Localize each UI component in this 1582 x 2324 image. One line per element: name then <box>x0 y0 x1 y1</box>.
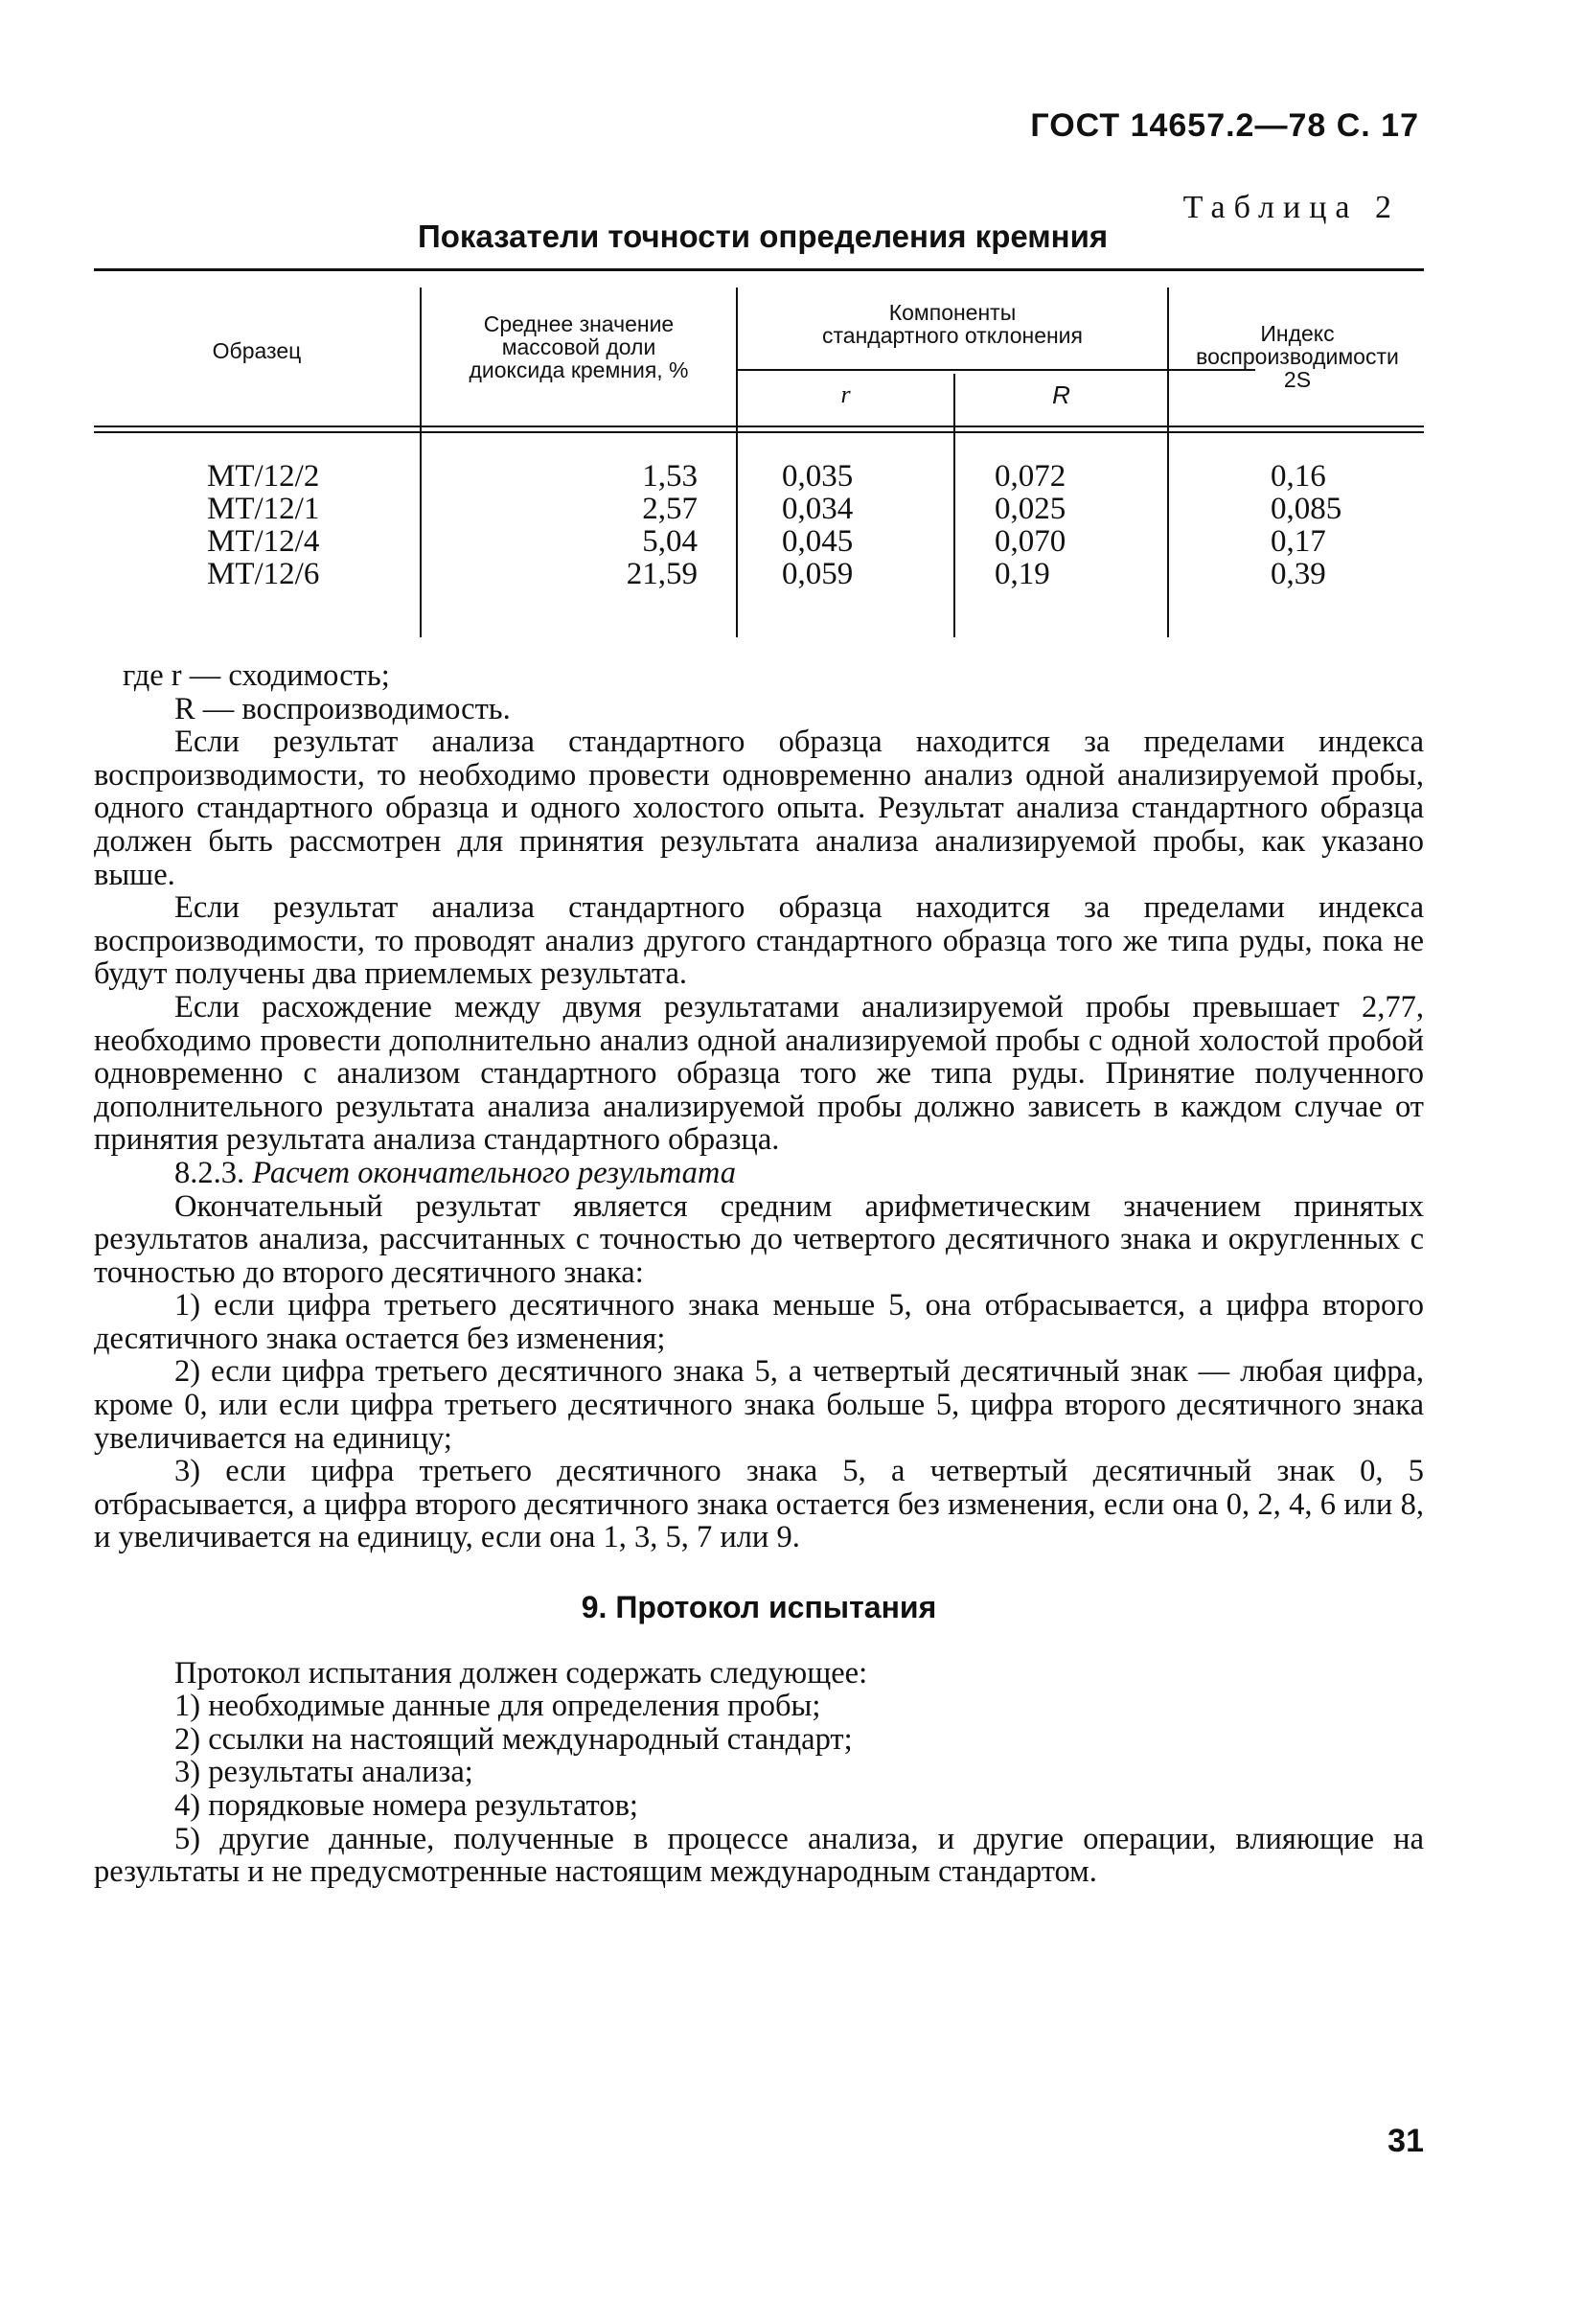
legend-r: где r — сходимость; <box>123 658 390 693</box>
cell-r-values: 0,035 0,034 0,045 0,059 <box>782 459 854 591</box>
protocol-item-5: 5) другие данные, полученные в процессе анализа, и другие операции, влияющие на результаты и не предусмотренные настоящим международным стандартом. <box>94 1821 1424 1890</box>
protocol-item-2: 2) ссылки на настоящий международный стандарт; <box>174 1721 853 1757</box>
legend-R: R — воспроизводимость. <box>174 691 511 726</box>
subsection-title: Расчет окончательного результата <box>252 1155 737 1190</box>
cell-index-values: 0,16 0,085 0,17 0,39 <box>1271 459 1342 591</box>
protocol-item-4: 4) порядковые номера результатов; <box>174 1788 638 1823</box>
header-r: r <box>840 380 851 408</box>
paragraph-3: Если расхождение между двумя результатами анализируемой пробы превышает 2,77, необходимо провести дополнительно анализ одной анализируемой пробы с одной холостой пробой одновременно с анализом стандартного образца того же типа руды. Принятие полученного дополнительного результата анализа анализируемой пробы должно зависеть в каждом случае от принятия результата анализа стандартного образца. <box>94 989 1424 1158</box>
subsection-number: 8.2.3. <box>174 1155 245 1190</box>
cell-means: 1,53 2,57 5,04 21,59 <box>626 459 698 591</box>
header-bottom-rule <box>94 426 1424 427</box>
header-mean: Среднее значение массовой доли диоксида кремния, % <box>469 311 689 382</box>
header-sample: Образец <box>212 338 302 363</box>
rounding-rule-3: 3) если цифра третьего десятичного знака 5, а четвертый десятичный знак 0, 5 отбрасывается, а цифра второго десятичного знака остается без изменения, если она 0, 2, 4, 6 или 8, и увеличивается на единицу, если она 1, 3, 5, 7 или 9. <box>94 1454 1424 1555</box>
table-label: Таблица 2 <box>1182 190 1400 225</box>
precision-table <box>94 268 1424 637</box>
cell-samples: МТ/12/2 МТ/12/1 МТ/12/4 МТ/12/6 <box>207 459 320 591</box>
table-title: Показатели точности определения кремния <box>418 219 1109 254</box>
header-index: Индекс воспроизводимости 2S <box>1196 321 1399 392</box>
page-header: ГОСТ 14657.2—78 С. 17 <box>1030 107 1419 144</box>
section-9-heading: 9. Протокол испытания <box>581 1590 937 1625</box>
paragraph-2: Если результат анализа стандартного образца находится за пределами индекса воспроизводимости, то проводят анализ другого стандартного образца того же типа руды, пока не будут получены два приемлемых результата. <box>94 890 1424 992</box>
body-text <box>94 659 1424 1889</box>
rounding-rule-1: 1) если цифра третьего десятичного знака меньше 5, она отбрасывается, а цифра второго десятичного знака остается без изменения; <box>94 1288 1424 1356</box>
protocol-item-3: 3) результаты анализа; <box>174 1755 473 1790</box>
col-divider-3 <box>953 374 955 637</box>
page-number: 31 <box>1387 2123 1424 2159</box>
protocol-intro: Протокол испытания должен содержать следующее: <box>174 1655 868 1691</box>
protocol-item-1: 1) необходимые данные для определения пробы; <box>174 1689 821 1724</box>
subsection-heading <box>94 1157 1424 1190</box>
paragraph-1: Если результат анализа стандартного образца находится за пределами индекса воспроизводимости, то необходимо провести одновременно анализ одной анализируемой пробы, одного стандартного образца и одного холостого опыта. Результат анализа стандартного образца должен быть рассмотрен для принятия результата анализа анализируемой пробы, как указано выше. <box>94 725 1424 892</box>
cell-R-values: 0,072 0,025 0,070 0,19 <box>995 459 1066 591</box>
rounding-rule-2: 2) если цифра третьего десятичного знака 5, а четвертый десятичный знак — любая цифра, кроме 0, или если цифра третьего десятичного знака больше 5, цифра второго десятичного знака увеличивается на единицу; <box>94 1354 1424 1456</box>
table-top-rule <box>94 268 1424 271</box>
paragraph-4: Окончательный результат является средним арифметическим значением принятых результатов анализа, рассчитанных с точностью до четвертого десятичного знака и округленных с точностью до второго десятичного знака: <box>94 1188 1424 1290</box>
header-components: Компоненты стандартного отклонения <box>822 300 1083 348</box>
header-bottom-rule-2 <box>94 431 1424 433</box>
header-R: R <box>1052 380 1070 409</box>
